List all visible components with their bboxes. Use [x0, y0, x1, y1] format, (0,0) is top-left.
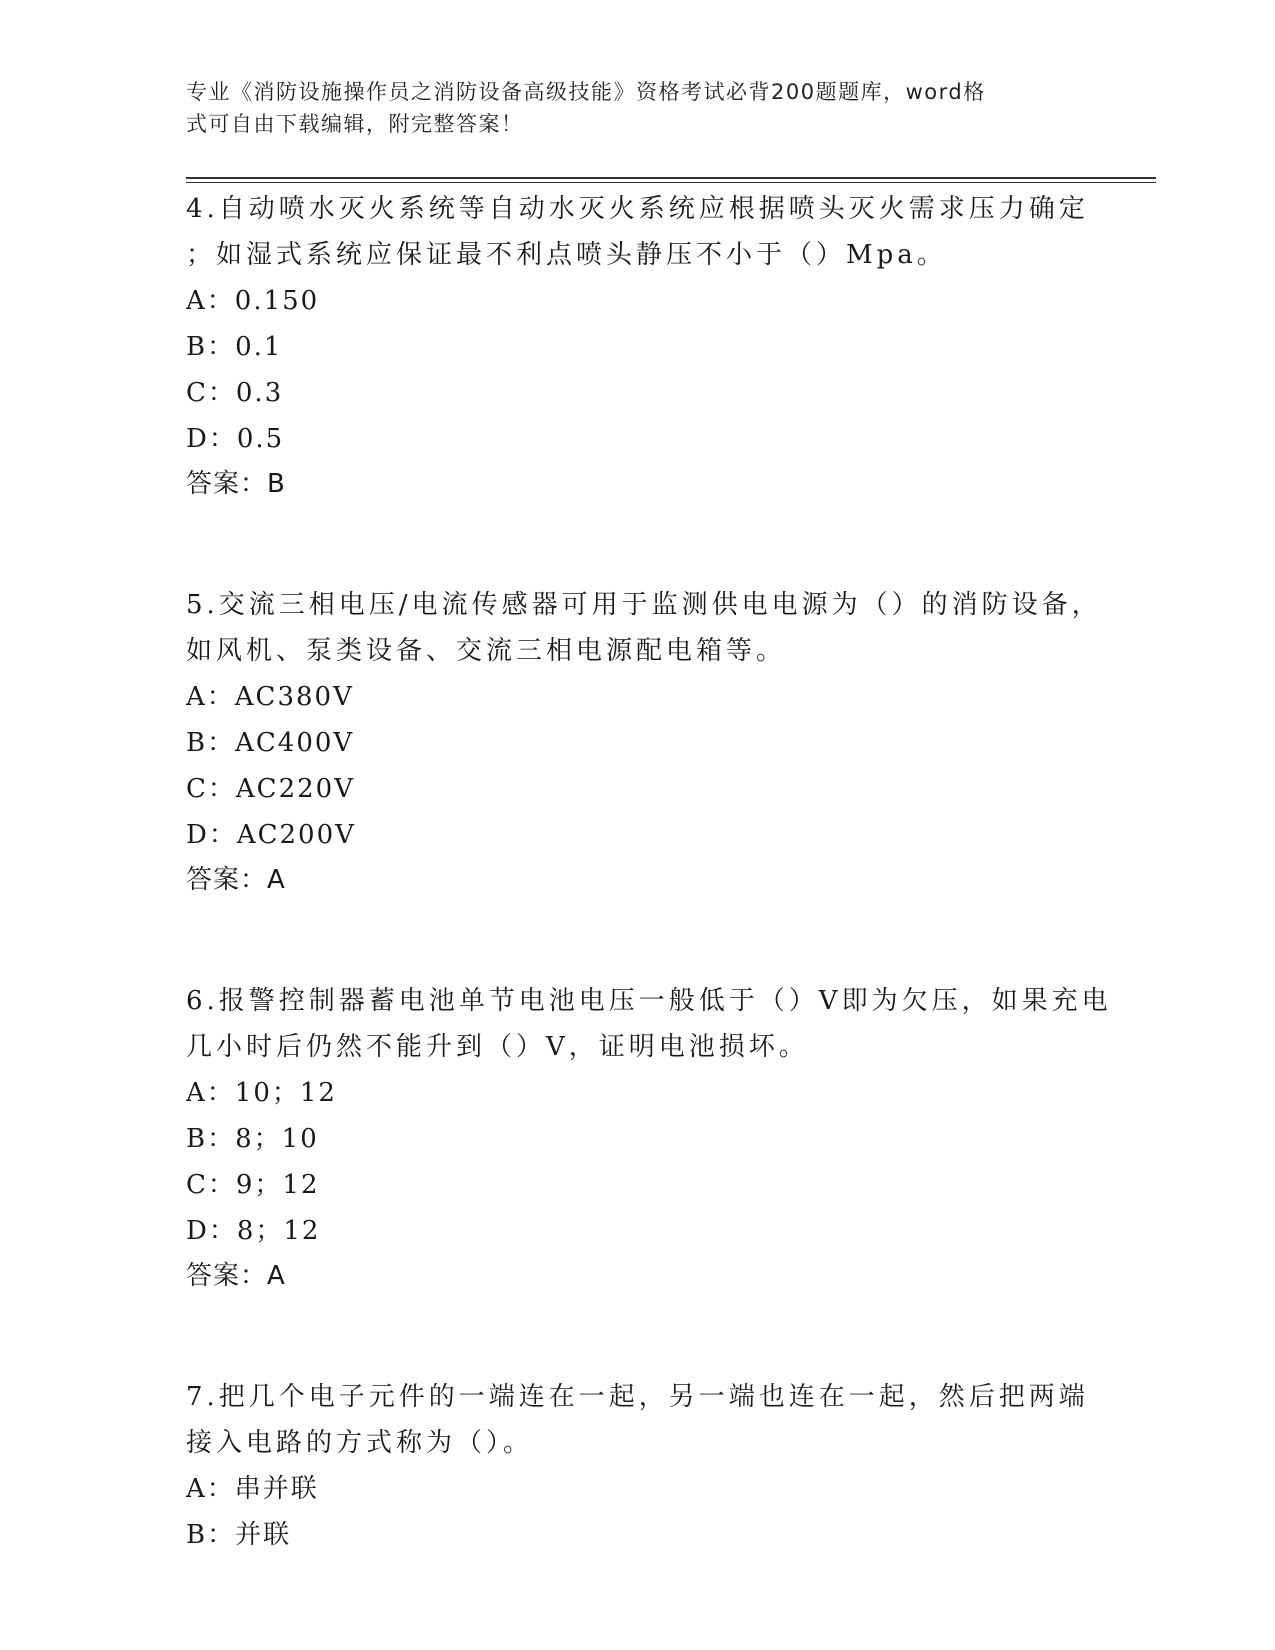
- question-text: 几小时后仍然不能升到（）V，证明电池损坏。: [186, 1032, 809, 1062]
- question-text: 如风机、泵类设备、交流三相电源配电箱等。: [186, 636, 787, 666]
- option-b: B：0.1: [186, 332, 283, 362]
- question-text: 5.交流三相电压/电流传感器可用于监测供电电源为（）的消防设备，: [186, 590, 1102, 620]
- option-d: D：0.5: [186, 424, 285, 454]
- option-b: B：并联: [186, 1520, 292, 1550]
- option-a: A：10；12: [186, 1078, 337, 1108]
- header-divider-thick: [186, 177, 1156, 179]
- answer-label: 答案：A: [186, 865, 286, 895]
- question-list: [186, 186, 1112, 1558]
- option-b: B：AC400V: [186, 728, 355, 758]
- document-header: [186, 76, 1076, 140]
- question-7: [186, 1374, 1089, 1558]
- option-a: A：0.150: [186, 286, 320, 316]
- question-spacer: [186, 902, 1086, 978]
- question-text: 接入电路的方式称为（）。: [186, 1428, 534, 1458]
- question-text: 6.报警控制器蓄电池单节电池电压一般低于（）V即为欠压，如果充电: [186, 986, 1112, 1016]
- answer-label: 答案：B: [186, 469, 286, 499]
- question-text: 4.自动喷水灭火系统等自动水灭火系统应根据喷头灭火需求压力确定: [186, 194, 1089, 224]
- answer-label: 答案：A: [186, 1261, 286, 1291]
- question-5: [186, 582, 1102, 902]
- option-a: A：AC380V: [186, 682, 354, 712]
- header-line: 式可自由下载编辑，附完整答案！: [186, 112, 524, 136]
- header-line: 专业《消防设施操作员之消防设备高级技能》资格考试必背200题题库，word格: [186, 80, 986, 104]
- question-text: 7.把几个电子元件的一端连在一起，另一端也连在一起，然后把两端: [186, 1382, 1089, 1412]
- option-d: D：8；12: [186, 1216, 321, 1246]
- option-d: D：AC200V: [186, 820, 356, 850]
- option-c: C：0.3: [186, 378, 284, 408]
- question-4: [186, 186, 1089, 506]
- question-spacer: [186, 506, 1086, 582]
- option-a: A：串并联: [186, 1474, 319, 1504]
- option-b: B：8；10: [186, 1124, 319, 1154]
- question-6: [186, 978, 1112, 1298]
- option-c: C：9；12: [186, 1170, 320, 1200]
- question-text: ；如湿式系统应保证最不利点喷头静压不小于（）Mpa。: [186, 240, 947, 270]
- header-divider-thin: [186, 182, 1156, 183]
- question-spacer: [186, 1298, 1086, 1374]
- option-c: C：AC220V: [186, 774, 355, 804]
